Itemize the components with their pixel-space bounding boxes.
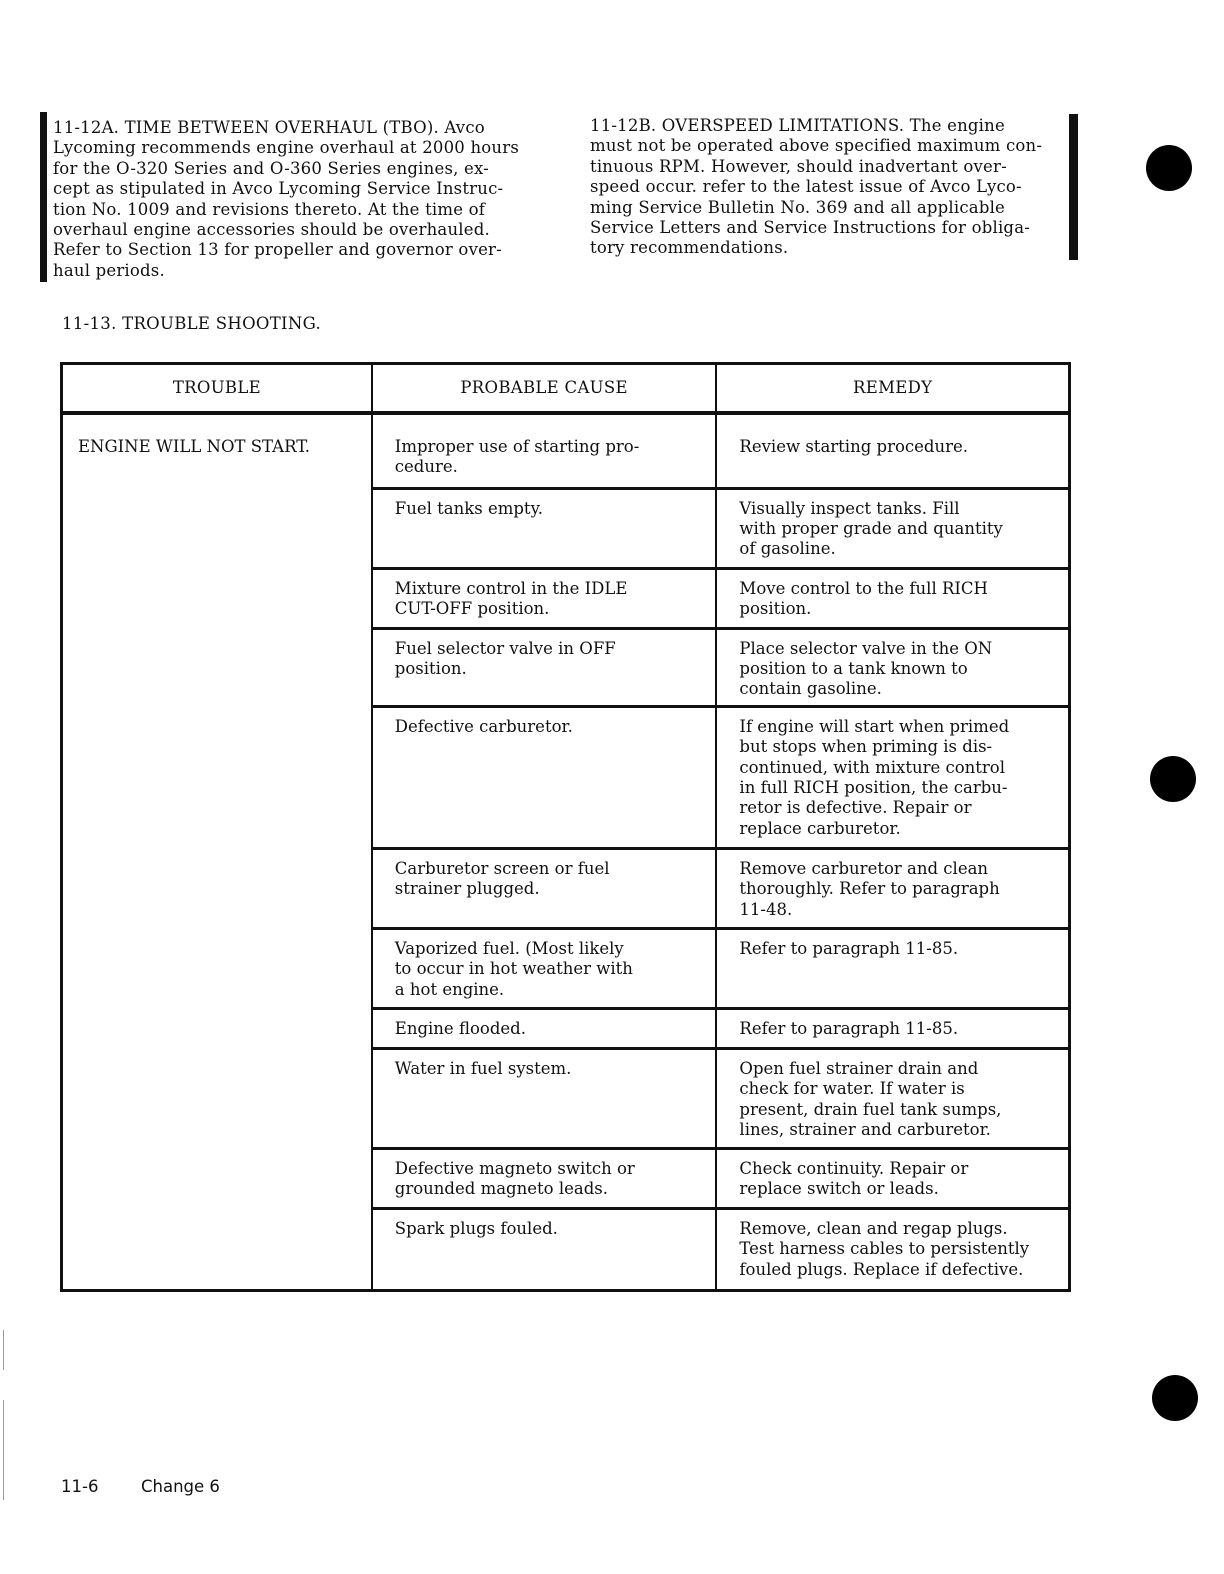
header-trouble: TROUBLE	[62, 364, 372, 414]
trouble-cell: ENGINE WILL NOT START.	[62, 413, 372, 1290]
cause-cell: Spark plugs fouled.	[372, 1208, 717, 1290]
binder-hole-middle	[1150, 756, 1196, 802]
table-row	[62, 413, 1070, 488]
remedy-cell: Remove, clean and regap plugs. Test harness cables to persistently fouled plugs. Replace if defective.	[716, 1208, 1069, 1290]
cause-cell: Fuel selector valve in OFF position.	[372, 628, 717, 706]
scan-edge-mark	[3, 1400, 4, 1500]
remedy-cell: Refer to paragraph 11-85.	[716, 1008, 1069, 1048]
trouble-shooting-table	[60, 362, 1071, 1292]
binder-hole-bottom	[1152, 1375, 1198, 1421]
header-probable-cause: PROBABLE CAUSE	[372, 364, 717, 414]
remedy-cell: Remove carburetor and clean thoroughly. Refer to paragraph 11-48.	[716, 848, 1069, 928]
cause-cell: Vaporized fuel. (Most likely to occur in hot weather with a hot engine.	[372, 928, 717, 1008]
header-remedy: REMEDY	[716, 364, 1069, 414]
change-bar-left	[40, 112, 47, 282]
cause-cell: Fuel tanks empty.	[372, 488, 717, 568]
cause-cell: Mixture control in the IDLE CUT-OFF position.	[372, 568, 717, 628]
remedy-cell: Refer to paragraph 11-85.	[716, 928, 1069, 1008]
table-header-row	[62, 364, 1070, 414]
remedy-cell: If engine will start when primed but stops when priming is dis- continued, with mixture control in full RICH position, the carbu- retor is defective. Repair or replace carburetor.	[716, 706, 1069, 848]
remedy-cell: Check continuity. Repair or replace switch or leads.	[716, 1148, 1069, 1208]
section-heading: 11-13. TROUBLE SHOOTING.	[62, 314, 322, 333]
cause-cell: Defective magneto switch or grounded magneto leads.	[372, 1148, 717, 1208]
cause-cell: Improper use of starting pro- cedure.	[372, 413, 717, 488]
remedy-cell: Review starting procedure.	[716, 413, 1069, 488]
change-label: Change 6	[141, 1477, 220, 1496]
cause-cell: Carburetor screen or fuel strainer plugged.	[372, 848, 717, 928]
cause-cell: Engine flooded.	[372, 1008, 717, 1048]
remedy-cell: Visually inspect tanks. Fill with proper grade and quantity of gasoline.	[716, 488, 1069, 568]
remedy-cell: Move control to the full RICH position.	[716, 568, 1069, 628]
binder-hole-top	[1146, 145, 1192, 191]
page-footer	[61, 1477, 220, 1496]
page-number: 11-6	[61, 1477, 99, 1496]
tbo-paragraph: 11-12A. TIME BETWEEN OVERHAUL (TBO). Avco Lycoming recommends engine overhaul at 2000 hours for the O-320 Series and O-360 Series engines, ex- cept as stipulated in Avco Lycoming Service Instruc- tion No. 1009 and revisions thereto. At the time of overhaul engine accessories should be overhauled. Refer to Section 13 for propeller and governor over- haul periods.	[53, 118, 519, 280]
remedy-cell: Place selector valve in the ON position to a tank known to contain gasoline.	[716, 628, 1069, 706]
cause-cell: Defective carburetor.	[372, 706, 717, 848]
scan-edge-mark	[3, 1330, 4, 1370]
change-bar-right	[1069, 114, 1078, 260]
cause-cell: Water in fuel system.	[372, 1048, 717, 1148]
remedy-cell: Open fuel strainer drain and check for water. If water is present, drain fuel tank sumps, lines, strainer and carburetor.	[716, 1048, 1069, 1148]
overspeed-paragraph: 11-12B. OVERSPEED LIMITATIONS. The engine must not be operated above specified maximum con- tinuous RPM. However, should inadvertant over- speed occur. refer to the latest issue of Avco Lyco- ming Service Bulletin No. 369 and all applicable Service Letters and Service Instructions for obliga- tory recommendations.	[590, 116, 1043, 258]
